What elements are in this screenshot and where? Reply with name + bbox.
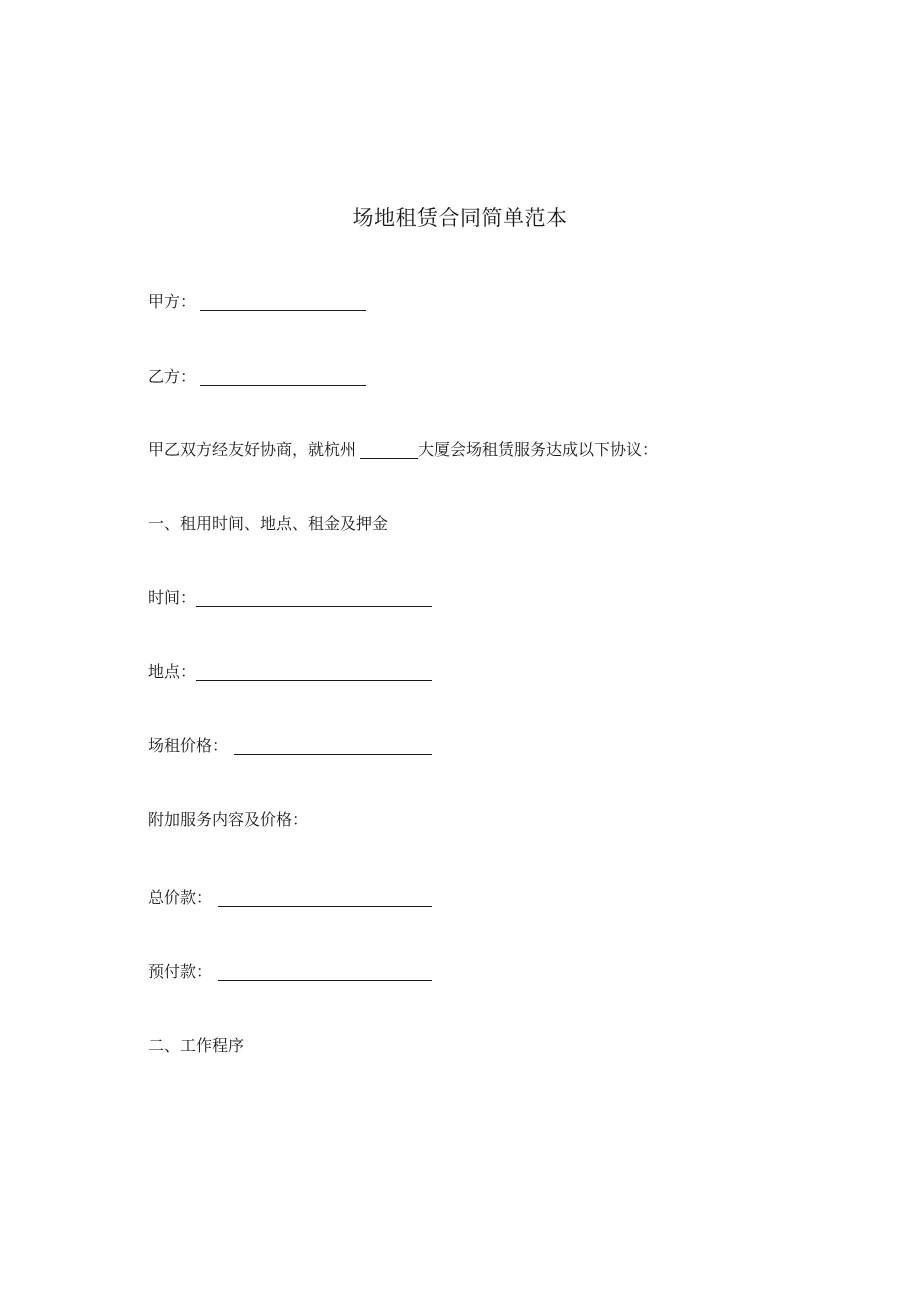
section-two-heading-text: 二、工作程序 bbox=[148, 1036, 245, 1055]
party-b-blank[interactable] bbox=[200, 367, 366, 386]
document-title: 场地租赁合同简单范本 bbox=[352, 206, 568, 230]
location-blank[interactable] bbox=[196, 662, 432, 681]
rent-price-line bbox=[148, 734, 432, 758]
section-one-heading bbox=[148, 512, 388, 536]
building-name-blank[interactable] bbox=[360, 440, 418, 459]
total-price-blank[interactable] bbox=[218, 888, 432, 907]
total-price-line bbox=[148, 886, 432, 910]
rent-price-blank[interactable] bbox=[234, 736, 432, 755]
extra-services-label: 附加服务内容及价格： bbox=[148, 810, 309, 829]
agreement-suffix: 大厦会场租赁服务达成以下协议： bbox=[418, 440, 659, 459]
time-blank[interactable] bbox=[196, 588, 432, 607]
prepayment-blank[interactable] bbox=[218, 962, 432, 981]
party-a-blank[interactable] bbox=[200, 292, 366, 311]
rent-price-label: 场租价格： bbox=[148, 736, 229, 755]
party-a-line bbox=[148, 290, 366, 314]
prepayment-label: 预付款： bbox=[148, 962, 213, 981]
location-label: 地点： bbox=[148, 662, 197, 681]
total-price-label: 总价款： bbox=[148, 888, 213, 907]
location-line bbox=[148, 660, 432, 684]
time-label: 时间： bbox=[148, 588, 197, 607]
party-a-label: 甲方： bbox=[148, 292, 197, 311]
section-two-heading bbox=[148, 1034, 244, 1058]
agreement-prefix: 甲乙双方经友好协商，就杭州 bbox=[148, 440, 357, 459]
time-line bbox=[148, 586, 432, 610]
prepayment-line bbox=[148, 960, 432, 984]
extra-services-line bbox=[148, 808, 308, 832]
party-b-label: 乙方： bbox=[148, 367, 197, 386]
agreement-line bbox=[148, 438, 658, 462]
section-one-heading-text: 一、租用时间、地点、租金及押金 bbox=[148, 514, 389, 533]
party-b-line bbox=[148, 365, 366, 389]
